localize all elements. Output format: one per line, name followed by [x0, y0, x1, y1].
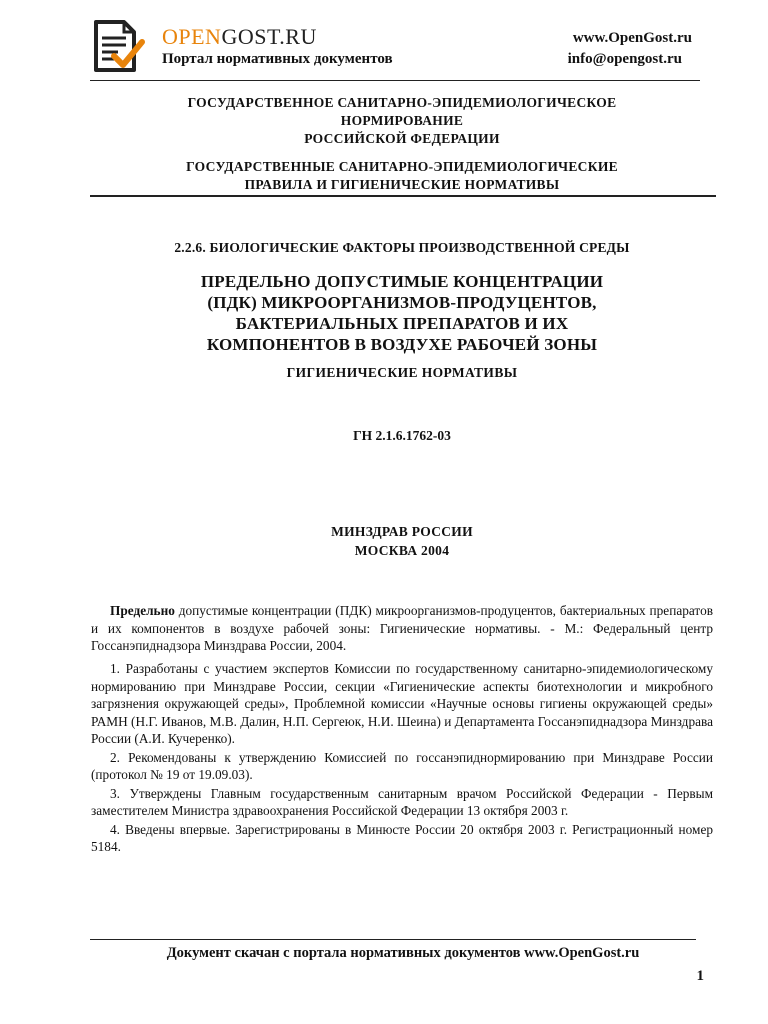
org-line-2: НОРМИРОВАНИЕ: [340, 113, 464, 128]
footer-divider: [90, 939, 696, 940]
org-line-3: РОССИЙСКОЙ ФЕДЕРАЦИИ: [304, 131, 500, 146]
footer-text: Документ скачан с портала нормативных документов www.OpenGost.ru: [166, 945, 640, 961]
page-header: [90, 18, 700, 76]
brand-name[interactable]: [162, 24, 317, 50]
info-list: [91, 660, 713, 857]
title-line-2: (ПДК) МИКРООРГАНИЗМОВ-ПРОДУЦЕНТОВ,: [207, 293, 597, 312]
ministry-line-1: МИНЗДРАВ РОССИИ: [331, 524, 473, 539]
list-item: 1. Разработаны с участием экспертов Комиссии по государственному санитарно-эпидемиологическому нормированию при Минздраве России, секции «Гигиенические аспекты биотехнологии и микробного загрязнения окружающей среды», Проблемной комиссии «Научные основы гигиены окружающей среды» РАМН (Н.Г. Иванов, М.В. Далин, Н.П. Сергеюк, Н.И. Шеина) и Департамента Госсанэпиднадзора Минздрава России (А.И. Кучеренко).: [91, 661, 713, 746]
intro-paragraph: [91, 602, 713, 655]
portal-tagline: Портал нормативных документов: [162, 51, 393, 67]
org-line-1: ГОСУДАРСТВЕННОЕ САНИТАРНО-ЭПИДЕМИОЛОГИЧЕСКОЕ: [187, 95, 617, 110]
issuing-organization: [90, 94, 714, 148]
list-item: 2. Рекомендованы к утверждению Комиссией по госсанэпиднормированию при Минздраве России (протокол № 19 от 19.09.03).: [91, 749, 713, 782]
rules-heading: [90, 158, 714, 194]
email-link[interactable]: info@opengost.ru: [567, 51, 682, 67]
document-code: ГН 2.1.6.1762-03: [353, 428, 451, 443]
intro-bold-word: Предельно: [110, 603, 175, 618]
rules-line-2: ПРАВИЛА И ГИГИЕНИЧЕСКИЕ НОРМАТИВЫ: [244, 177, 560, 192]
title-line-3: БАКТЕРИАЛЬНЫХ ПРЕПАРАТОВ И ИХ: [235, 314, 569, 333]
document-title: [90, 271, 714, 355]
list-item: 3. Утверждены Главным государственным санитарным врачом Российской Федерации - Первым заместителем Министра здравоохранения Российской Федерации 13 октября 2003 г.: [91, 785, 713, 818]
header-divider: [90, 80, 700, 81]
website-link[interactable]: www.OpenGost.ru: [572, 30, 692, 46]
publisher: [90, 522, 714, 560]
ministry-line-2: МОСКВА 2004: [354, 543, 450, 558]
list-item: 4. Введены впервые. Зарегистрированы в Минюсте России 20 октября 2003 г. Регистрационный номер 5184.: [91, 821, 713, 854]
title-line-1: ПРЕДЕЛЬНО ДОПУСТИМЫЕ КОНЦЕНТРАЦИИ: [200, 272, 604, 291]
section-heading: 2.2.6. БИОЛОГИЧЕСКИЕ ФАКТОРЫ ПРОИЗВОДСТВЕННОЙ СРЕДЫ: [174, 240, 630, 255]
intro-text: допустимые концентрации (ПДК) микроорганизмов-продуцентов, бактериальных препаратов и их компонентов в воздухе рабочей зоны: Гигиенические нормативы. - М.: Федеральный центр Госсанэпиднадзора Минздрава России, 2004.: [91, 603, 713, 653]
brand-part-open: OPEN: [162, 24, 222, 49]
document-check-icon: [90, 18, 146, 74]
brand-part-gost: GOST.RU: [221, 24, 317, 49]
section-divider: [90, 195, 716, 197]
document-subtitle: ГИГИЕНИЧЕСКИЕ НОРМАТИВЫ: [286, 365, 518, 380]
rules-line-1: ГОСУДАРСТВЕННЫЕ САНИТАРНО-ЭПИДЕМИОЛОГИЧЕСКИЕ: [186, 159, 618, 174]
page-number: 1: [696, 968, 704, 984]
title-line-4: КОМПОНЕНТОВ В ВОЗДУХЕ РАБОЧЕЙ ЗОНЫ: [206, 335, 598, 354]
